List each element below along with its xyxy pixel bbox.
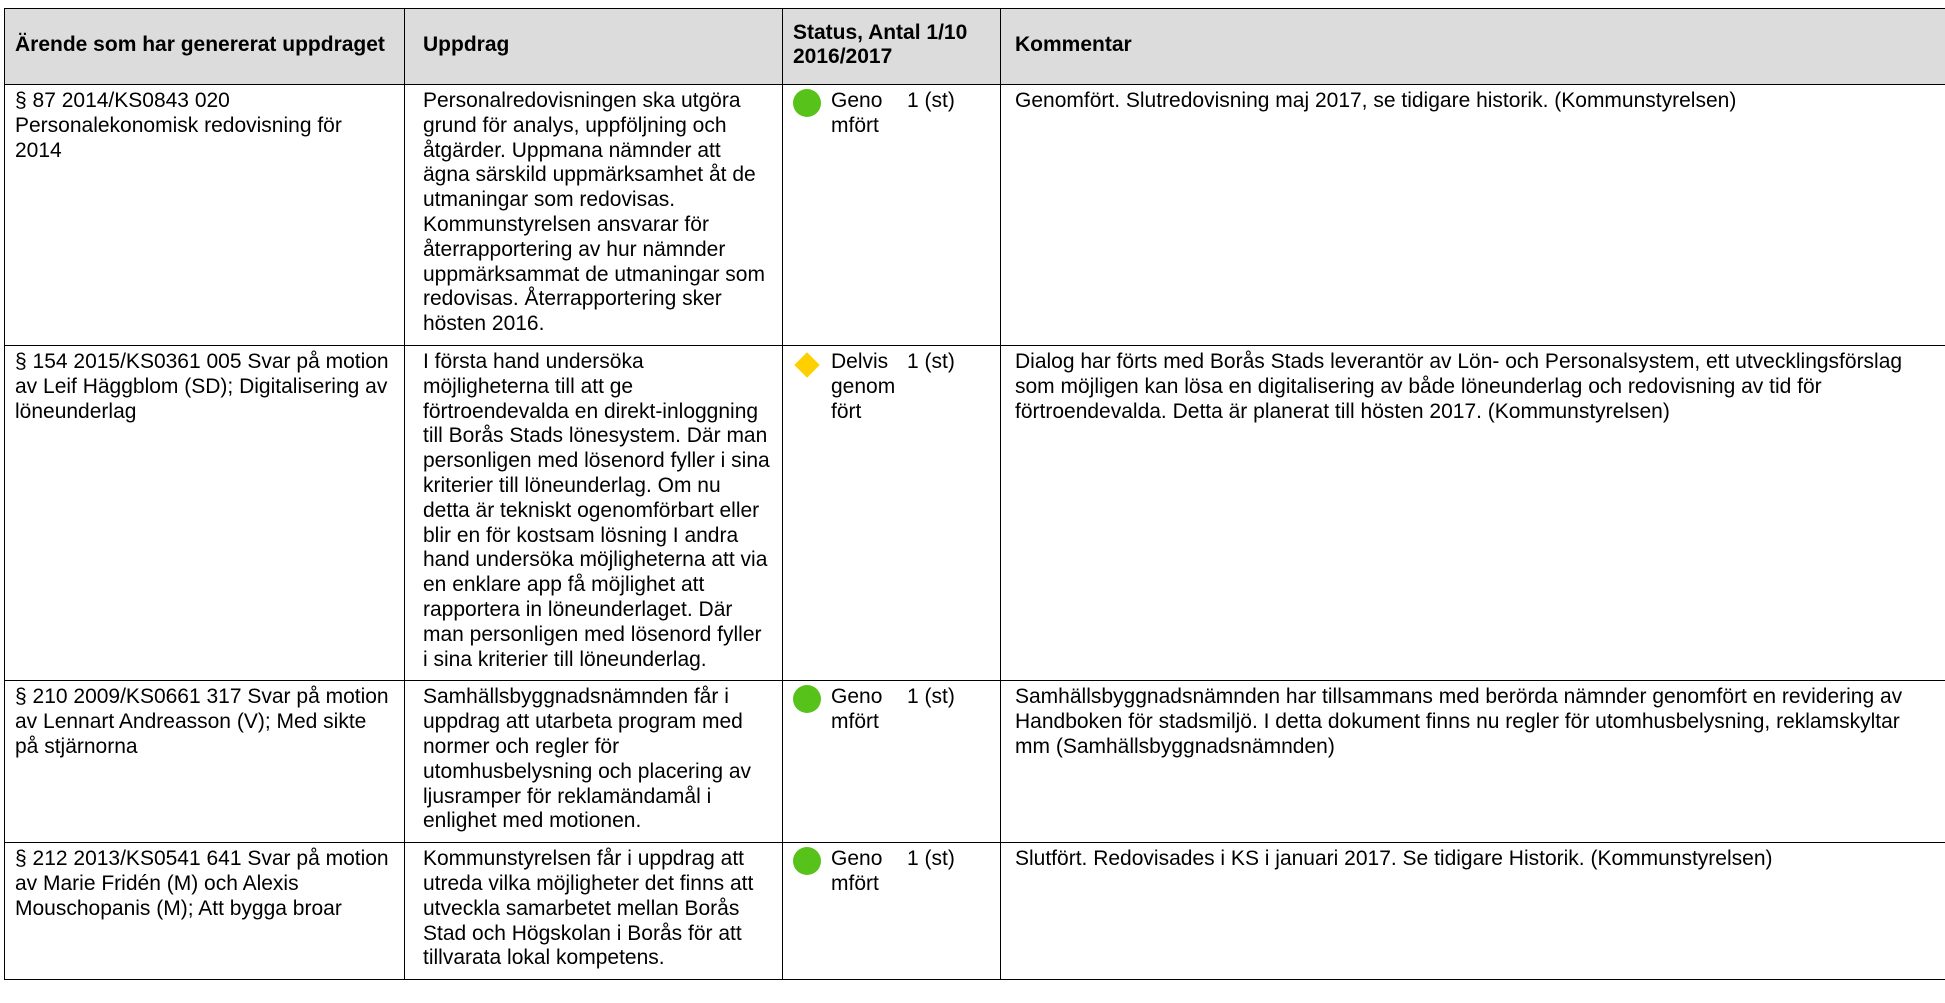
cell-uppdrag [405,681,783,843]
green-dot-icon [793,847,821,875]
uppdrag-text: I första hand undersöka möjligheterna till att ge förtroendevalda en direkt-inloggning till Borås Stads lönesystem. Där man personligen med lösenord fyller i sina kriterier till löneunderlag. Om nu detta är tekniskt ogenomförbart eller blir en för kostsam lösning I andra hand undersöka möjligheterna att via en enklare app få möjlighet att rapportera in löneunderlaget. Där man personligen med lösenord fyller i sina kriterier till löneunderlag. [423,349,770,671]
status-count: 1 (st) [907,89,955,112]
cell-uppdrag [405,345,783,680]
status-indicator [783,685,831,721]
status-text: Genomfört [831,685,883,734]
table-header-row [5,9,1945,85]
status-count: 1 (st) [907,685,955,709]
cell-uppdrag [405,85,783,346]
cell-status [783,843,1001,980]
status-text: Genomfört [831,89,883,137]
table-row [5,345,1945,680]
header-status-line1: Status, Antal 1/10 [793,21,968,44]
status-count: 1 (st) [907,349,955,373]
arende-text: § 154 2015/KS0361 005 Svar på motion av Leif Häggblom (SD); Digitalisering av löneunderlag [15,349,389,423]
table-row [5,85,1945,346]
uppdrag-text: Personalredovisningen ska utgöra grund för analys, uppföljning och åtgärder. Uppmana nämnder att ägna särskild uppmärksamhet åt de utmaningar som redovisas. Kommunstyrelsen ansvarar för återrapportering av hur nämnder uppmärksammat de utmaningar som redovisas. Återrapportering sker hösten 2016. [423,89,765,336]
kommentar-text: Samhällsbyggnadsnämnden har tillsammans med berörda nämnder genomfört en revidering av Handboken för stadsmiljö. I detta dokument finns nu regler för utomhusbelysning, reklamskyltar mm (Samhällsbyggnadsnämnden) [1015,685,1903,758]
uppdrag-text: Samhällsbyggnadsnämnden får i uppdrag att utarbeta program med normer och regler för utomhusbelysning och placering av ljusramper för reklamändamål i enlighet med motionen. [423,685,752,833]
green-dot-icon [793,685,821,713]
cell-uppdrag [405,843,783,980]
header-kommentar: Kommentar [1001,9,1945,85]
cell-kommentar [1001,85,1945,346]
status-text: Delvis genomfört [831,349,896,423]
cell-arende [5,843,405,980]
cell-arende [5,345,405,680]
arende-text: § 212 2013/KS0541 641 Svar på motion av Marie Fridén (M) och Alexis Mouschopanis (M); Att bygga broar [15,847,389,920]
kommentar-text: Genomfört. Slutredovisning maj 2017, se tidigare historik. (Kommunstyrelsen) [1015,89,1737,112]
cell-kommentar [1001,843,1945,980]
table-row [5,681,1945,843]
header-uppdrag: Uppdrag [405,9,783,85]
uppdrag-text: Kommunstyrelsen får i uppdrag att utreda vilka möjligheter det finns att utveckla samarbetet mellan Borås Stad och Högskolan i Borås för att tillvarata lokal kompetens. [423,847,754,970]
kommentar-text: Dialog har förts med Borås Stads leverantör av Lön- och Personalsystem, ett utvecklingsförslag som möjligen kan lösa en digitalisering av både löneunderlag och redovisning av tid för förtroendevalda. Detta är planerat till hösten 2017. (Kommunstyrelsen) [1015,349,1903,423]
kommentar-text: Slutfört. Redovisades i KS i januari 2017. Se tidigare Historik. (Kommunstyrelsen) [1015,847,1773,871]
status-count: 1 (st) [907,847,955,871]
uppdrag-table [4,8,1945,980]
header-arende: Ärende som har genererat uppdraget [5,9,405,85]
header-status-line2: 2016/2017 [793,45,893,68]
green-dot-icon [793,89,821,117]
cell-kommentar [1001,345,1945,680]
cell-status [783,85,1001,346]
cell-kommentar [1001,681,1945,843]
status-indicator [783,89,831,125]
status-text: Genomfört [831,847,883,895]
cell-status [783,345,1001,680]
yellow-diamond-icon [794,352,819,377]
status-indicator [783,847,831,883]
cell-status [783,681,1001,843]
status-indicator [783,350,831,386]
table-row [5,843,1945,980]
header-status [783,9,1001,85]
cell-arende [5,85,405,346]
cell-arende [5,681,405,843]
arende-text: § 210 2009/KS0661 317 Svar på motion av Lennart Andreasson (V); Med sikte på stjärnorna [15,685,389,758]
arende-text: § 87 2014/KS0843 020 Personalekonomisk redovisning för 2014 [15,89,342,162]
